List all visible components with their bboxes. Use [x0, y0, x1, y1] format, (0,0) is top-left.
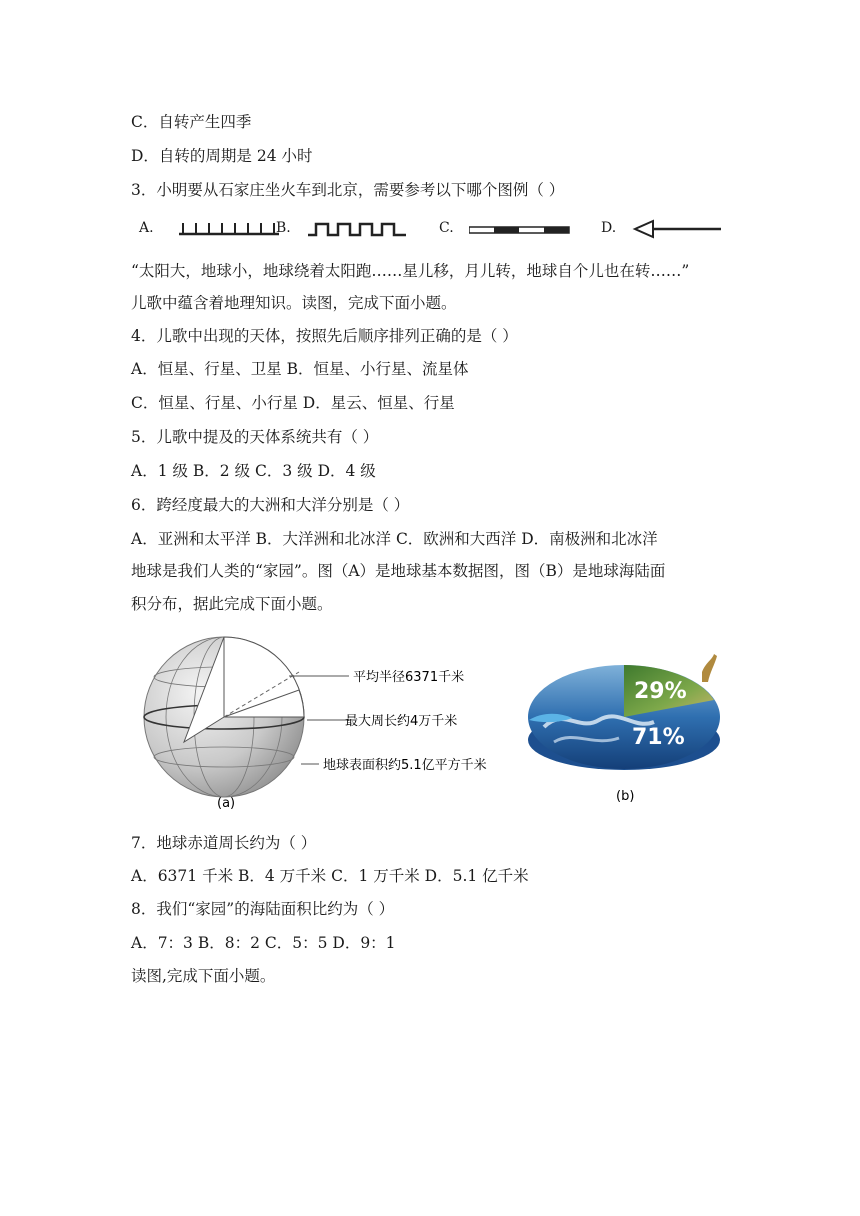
question-4: 4．儿歌中出现的天体，按照先后顺序排列正确的是（ ） [131, 327, 518, 345]
wall-symbol-b-icon [308, 219, 408, 239]
map-legend-options [131, 214, 731, 244]
radius-label: 平均半径6371千米 [353, 670, 465, 685]
question-5: 5．儿歌中提及的天体系统共有（ ） [131, 428, 379, 446]
land-sea-figure-b [524, 632, 729, 812]
circumference-label: 最大周长约4万千米 [345, 714, 458, 729]
earth-figures [131, 632, 731, 812]
question-8-options: A．7：3 B．8：2 C．5：5 D．9：1 [131, 934, 396, 952]
figure-intro: 地球是我们人类的“家园”。图（A）是地球基本数据图，图（B）是地球海陆面 [131, 562, 666, 580]
legend-letter-b: B. [276, 220, 291, 236]
read-figure-instruction: 读图,完成下面小题。 [131, 967, 276, 985]
land-percentage: 29% [634, 679, 687, 704]
airport-symbol-d-icon [631, 217, 723, 241]
figure-a-caption: (a) [217, 796, 236, 811]
question-8: 8．我们“家园”的海陆面积比约为（ ） [131, 900, 395, 918]
option-d-rotation-period: D．自转的周期是 24 小时 [131, 147, 313, 165]
question-4-options-ab: A．恒星、行星、卫星 B．恒星、小行星、流星体 [131, 360, 469, 378]
ocean-percentage: 71% [632, 725, 685, 750]
question-6-options: A．亚洲和太平洋 B．大洋洲和北冰洋 C．欧洲和大西洋 D．南极洲和北冰洋 [131, 530, 658, 548]
earth-data-figure-a [139, 632, 529, 812]
figure-intro-continued: 积分布，据此完成下面小题。 [131, 595, 333, 613]
question-7: 7．地球赤道周长约为（ ） [131, 834, 317, 852]
railway-symbol-a-icon [179, 219, 279, 239]
question-3: 3．小明要从石家庄坐火车到北京，需要参考以下哪个图例（ ） [131, 181, 565, 199]
question-5-options: A．1 级 B．2 级 C．3 级 D．4 级 [131, 462, 376, 480]
legend-letter-a: A. [139, 220, 154, 236]
question-6: 6．跨经度最大的大洲和大洋分别是（ ） [131, 496, 410, 514]
question-7-options: A．6371 千米 B．4 万千米 C．1 万千米 D．5.1 亿千米 [131, 867, 529, 885]
figure-b-caption: (b) [616, 789, 635, 804]
nursery-rhyme-quote: “太阳大，地球小，地球绕着太阳跑……星儿移，月儿转，地球自个儿也在转……” [131, 262, 690, 280]
option-c-rotation-seasons: C．自转产生四季 [131, 113, 252, 131]
nursery-rhyme-intro: 儿歌中蕴含着地理知识。读图，完成下面小题。 [131, 294, 457, 312]
question-4-options-cd: C．恒星、行星、小行星 D．星云、恒星、行星 [131, 394, 455, 412]
surface-area-label: 地球表面积约5.1亿平方千米 [323, 758, 487, 773]
legend-letter-c: C. [439, 220, 454, 236]
legend-letter-d: D. [601, 220, 617, 236]
railway-symbol-c-icon [469, 219, 571, 239]
